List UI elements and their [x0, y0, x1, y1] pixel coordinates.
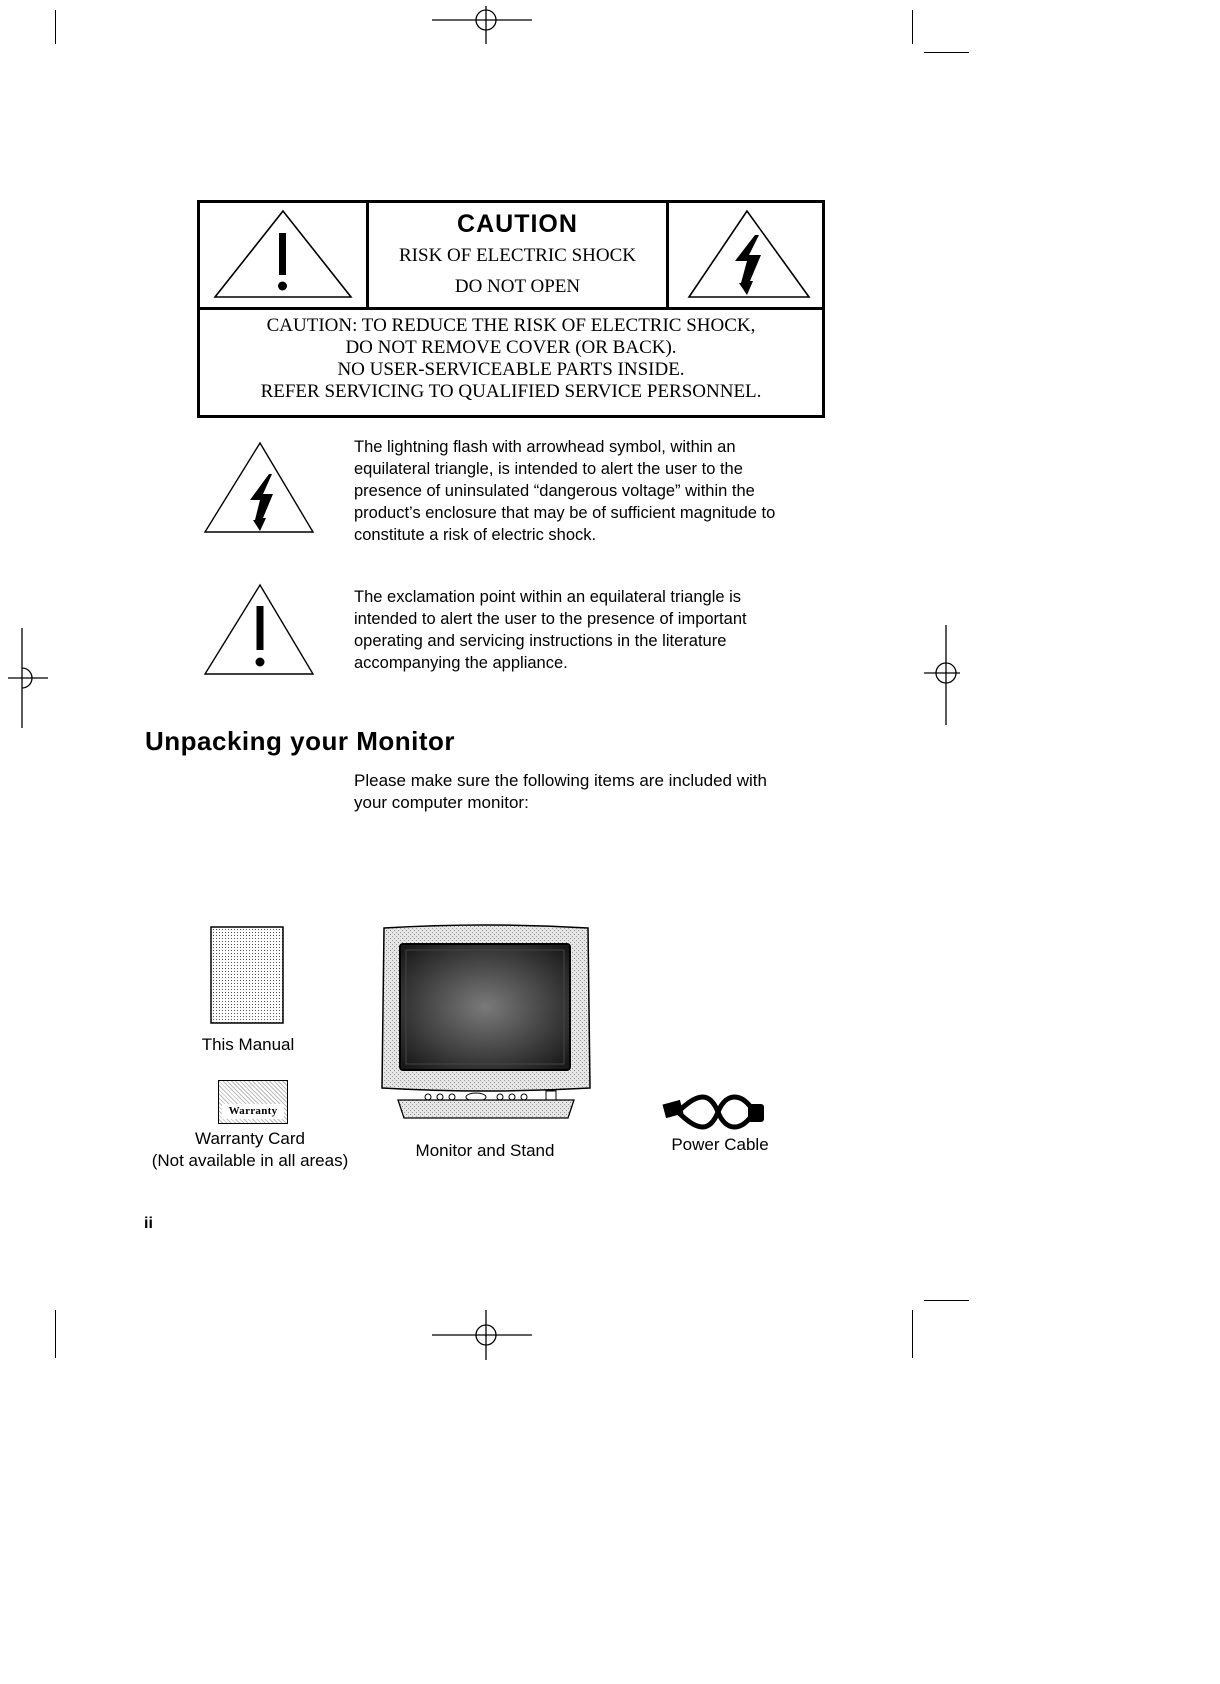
caution-subtitle-2: DO NOT OPEN	[454, 276, 581, 297]
caution-title-cell	[369, 203, 666, 307]
warranty-caption-note: (Not available in all areas)	[151, 1151, 349, 1170]
monitor-caption: Monitor and Stand	[415, 1141, 555, 1160]
exclamation-symbol-icon	[202, 582, 318, 678]
text-line: The lightning flash with arrowhead symbol, within an	[354, 438, 736, 456]
text-line: intended to alert the user to the presence of important	[354, 610, 747, 628]
lightning-warning-icon	[669, 203, 822, 307]
manual-caption: This Manual	[201, 1035, 295, 1054]
registration-mark-top	[432, 6, 532, 44]
caution-message	[200, 315, 822, 403]
exclamation-warning-icon	[200, 203, 366, 307]
power-cable-illustration	[662, 1090, 766, 1134]
page-number: ii	[144, 1215, 153, 1232]
crop-mark-top-right-h	[924, 52, 969, 53]
registration-mark-bottom	[432, 1310, 532, 1360]
caution-title: CAUTION	[457, 210, 578, 238]
text-line: constitute a risk of electric shock.	[354, 526, 597, 544]
crop-mark-top-right	[912, 10, 913, 44]
warranty-card-label: Warranty	[222, 1104, 284, 1119]
caution-line: CAUTION: TO REDUCE THE RISK OF ELECTRIC SHOCK,	[266, 315, 756, 336]
text-line: The exclamation point within an equilateral triangle is	[354, 588, 742, 606]
text-line: operating and servicing instructions in the literature	[354, 632, 727, 650]
lightning-symbol-description	[354, 436, 775, 546]
manual-illustration	[210, 926, 286, 1026]
registration-mark-left	[8, 628, 48, 728]
caution-subtitle-1: RISK OF ELECTRIC SHOCK	[399, 245, 636, 266]
lightning-symbol-icon	[202, 440, 318, 536]
caution-line: NO USER-SERVICEABLE PARTS INSIDE.	[337, 359, 685, 380]
section-heading: Unpacking your Monitor	[145, 726, 455, 756]
exclamation-symbol-description	[354, 586, 747, 674]
text-line: equilateral triangle, is intended to alert the user to the	[354, 460, 743, 478]
monitor-illustration	[378, 922, 594, 1122]
crop-mark-bottom-right-h	[924, 1300, 969, 1301]
text-line: presence of uninsulated “dangerous voltage” within the	[354, 482, 755, 500]
text-line: accompanying the appliance.	[354, 654, 568, 672]
warranty-caption: Warranty Card	[195, 1129, 305, 1148]
power-cable-caption: Power Cable	[671, 1135, 769, 1154]
caution-line: REFER SERVICING TO QUALIFIED SERVICE PERSONNEL.	[260, 381, 762, 402]
crop-mark-bottom-left	[55, 1310, 56, 1358]
registration-mark-right	[924, 625, 960, 725]
crop-mark-bottom-right	[912, 1310, 913, 1358]
caution-box	[197, 200, 825, 418]
unpacking-intro	[354, 770, 767, 814]
text-line: your computer monitor:	[354, 793, 529, 812]
crop-mark-top-left	[55, 10, 56, 44]
caution-header	[200, 203, 822, 310]
caution-right-cell	[666, 203, 822, 307]
warranty-card-illustration	[218, 1080, 288, 1124]
caution-line: DO NOT REMOVE COVER (OR BACK).	[345, 337, 677, 358]
text-line: product’s enclosure that may be of sufficient magnitude to	[354, 504, 776, 522]
caution-left-cell	[200, 203, 369, 307]
text-line: Please make sure the following items are included with	[354, 771, 767, 790]
